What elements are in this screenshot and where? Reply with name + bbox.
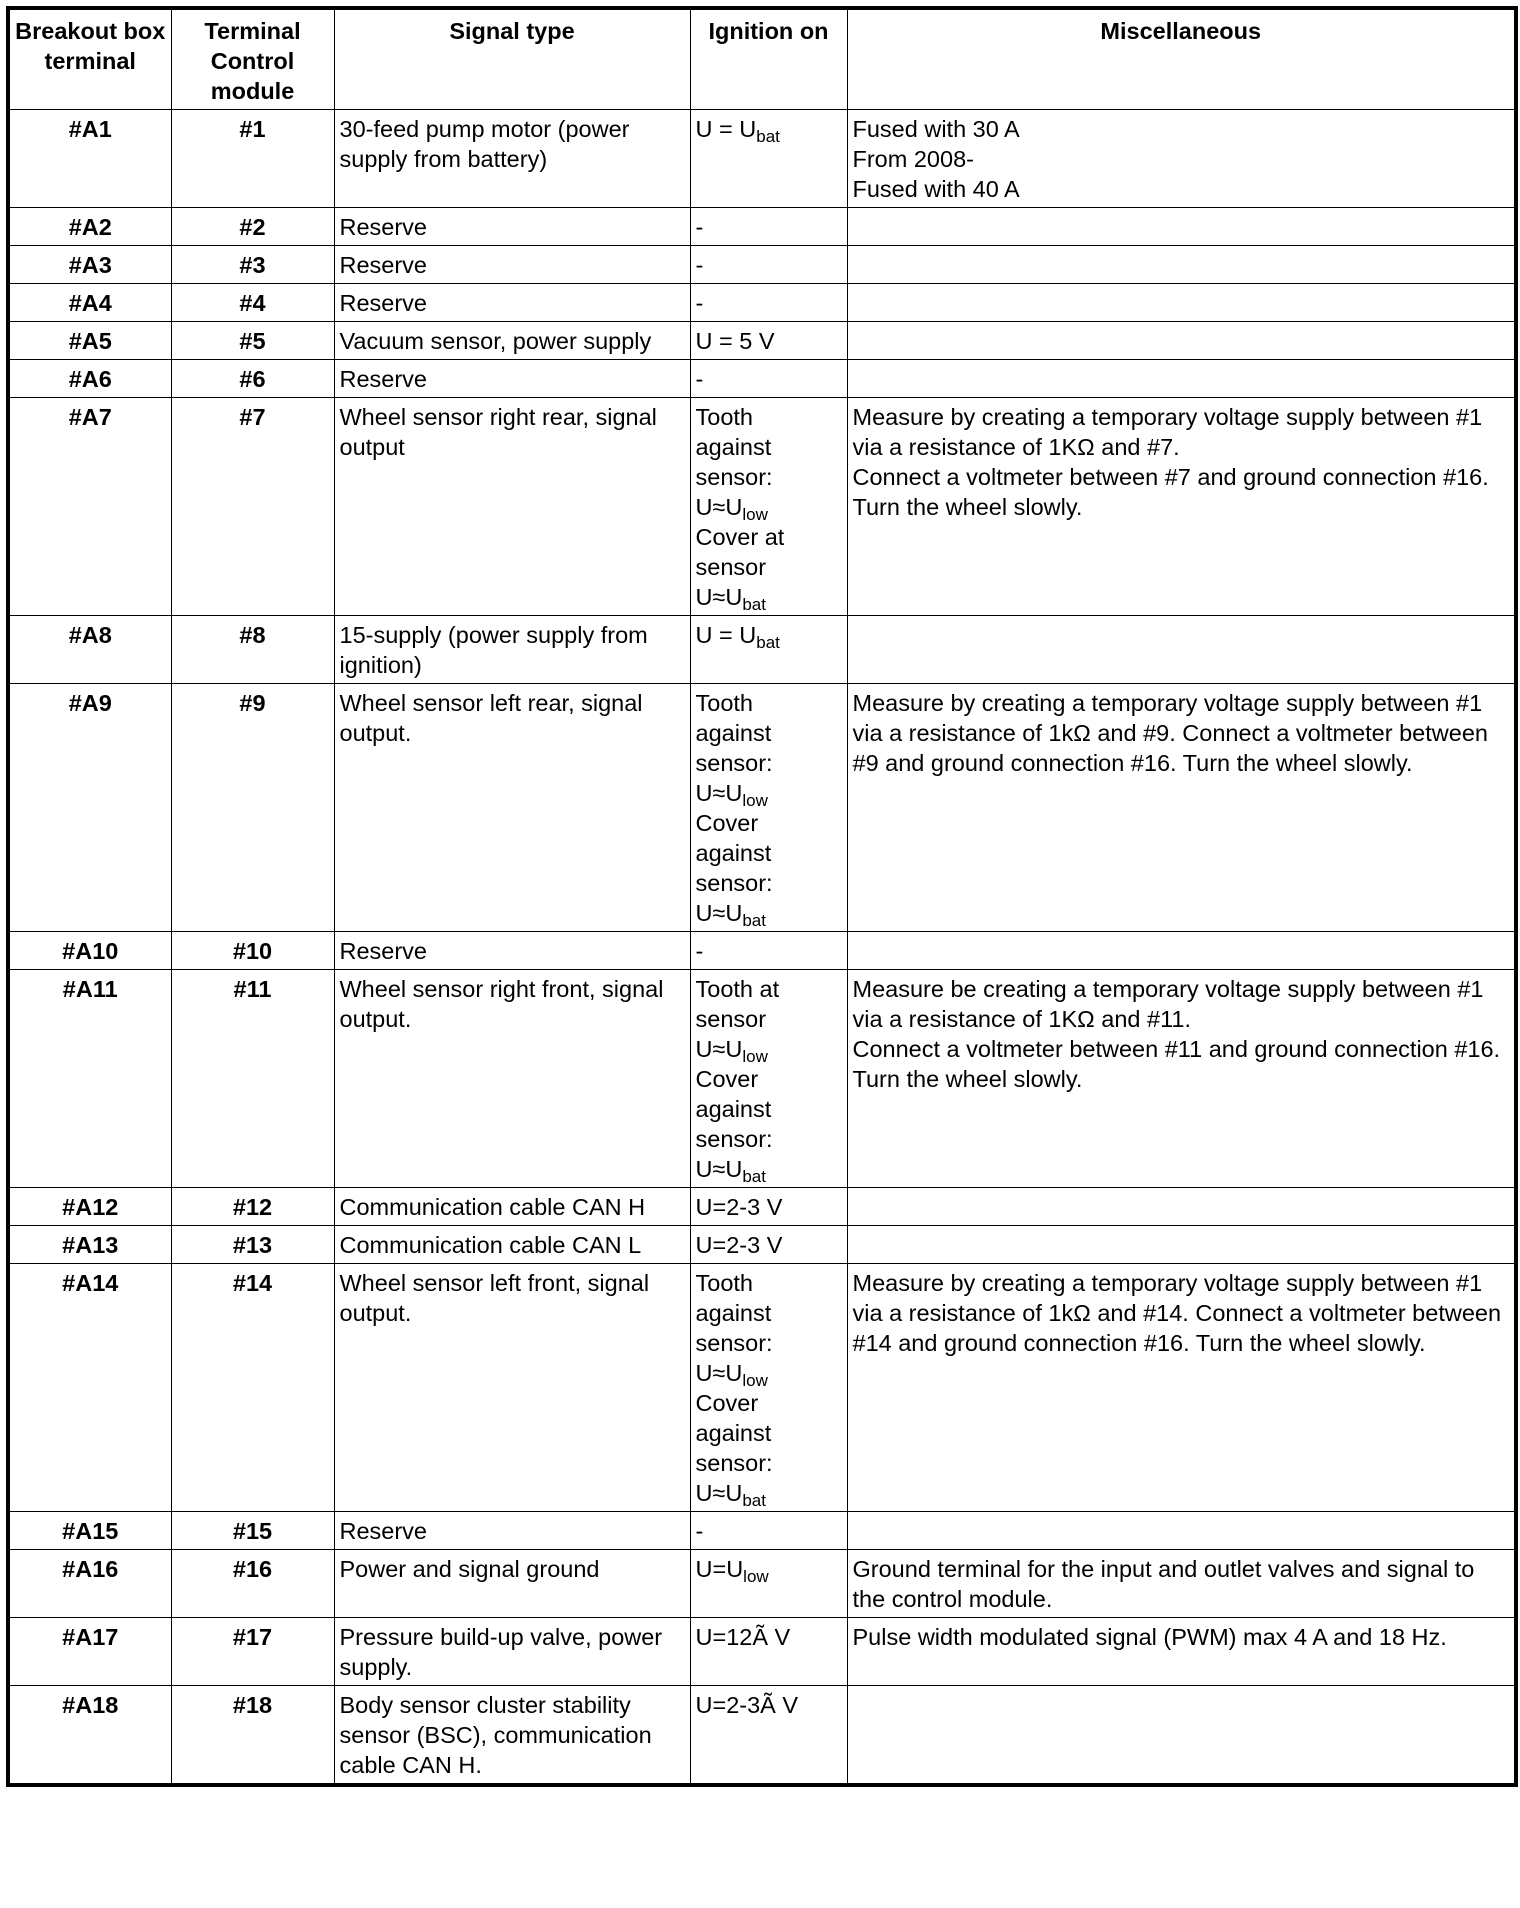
ignition-value-subscript: low [742, 791, 768, 810]
signal-type-cell: Wheel sensor right rear, signal output [334, 398, 690, 616]
ignition-value-line [696, 936, 842, 966]
ignition-value-text: U=2-3 V [695, 1232, 783, 1258]
miscellaneous-cell [847, 208, 1516, 246]
ignition-on-cell [690, 1686, 847, 1786]
ignition-value-line [696, 778, 842, 808]
header-miscellaneous: Miscellaneous [847, 8, 1516, 110]
ignition-value-line [696, 718, 842, 748]
ignition-value-text: U=2-3Ã V [695, 1692, 799, 1718]
ignition-value-line [696, 1034, 842, 1064]
signal-type-cell: Pressure build-up valve, power supply. [334, 1618, 690, 1686]
table-row [8, 110, 1516, 208]
ignition-value-text: against [695, 1420, 772, 1446]
ignition-value-subscript: bat [756, 127, 780, 146]
breakout-terminal-cell: #A14 [8, 1264, 171, 1512]
ignition-on-cell [690, 246, 847, 284]
table-row [8, 322, 1516, 360]
ignition-value-subscript: bat [742, 1167, 766, 1186]
ignition-on-cell [690, 970, 847, 1188]
ignition-on-cell [690, 208, 847, 246]
ignition-value-text: sensor: [695, 750, 773, 776]
miscellaneous-cell [847, 932, 1516, 970]
breakout-terminal-cell: #A2 [8, 208, 171, 246]
ignition-value-text: sensor [695, 1006, 767, 1032]
ignition-value-text: Tooth at [695, 976, 780, 1002]
ignition-value-text: - [695, 290, 704, 316]
ignition-value-text: Cover [695, 1066, 759, 1092]
ignition-value-line [696, 364, 842, 394]
ignition-value-line [696, 250, 842, 280]
breakout-terminal-cell: #A6 [8, 360, 171, 398]
ignition-value-subscript: low [742, 1047, 768, 1066]
ignition-value-line [696, 868, 842, 898]
ignition-value-line [696, 1298, 842, 1328]
miscellaneous-line: Fused with 40 A [852, 176, 1020, 202]
signal-type-cell: Wheel sensor right front, signal output. [334, 970, 690, 1188]
miscellaneous-cell [847, 110, 1516, 208]
table-row [8, 1686, 1516, 1786]
signal-type-cell: Reserve [334, 1512, 690, 1550]
table-body [8, 110, 1516, 1786]
signal-type-cell: Power and signal ground [334, 1550, 690, 1618]
header-breakout-box-terminal: Breakout box terminal [8, 8, 171, 110]
ignition-on-cell [690, 684, 847, 932]
signal-type-cell: Reserve [334, 360, 690, 398]
breakout-terminal-cell: #A4 [8, 284, 171, 322]
control-module-cell: #7 [171, 398, 334, 616]
table-row [8, 360, 1516, 398]
ignition-on-cell [690, 1550, 847, 1618]
ignition-value-line [696, 1622, 842, 1652]
table-row [8, 208, 1516, 246]
ignition-value-text: against [695, 1096, 772, 1122]
miscellaneous-line: Measure by creating a temporary voltage supply between #1 via a resistance of 1kΩ and #9. Connect a voltmeter between #9 and ground connection #16. Turn the wheel slowly. [852, 690, 1488, 776]
ignition-on-cell [690, 616, 847, 684]
breakout-terminal-cell: #A16 [8, 1550, 171, 1618]
signal-type-cell: Communication cable CAN L [334, 1226, 690, 1264]
breakout-terminal-cell: #A13 [8, 1226, 171, 1264]
ignition-value-line [696, 522, 842, 552]
ignition-on-cell [690, 284, 847, 322]
ignition-value-line [696, 114, 842, 144]
table-row [8, 1264, 1516, 1512]
ignition-value-text: - [695, 366, 704, 392]
ignition-value-line [696, 1516, 842, 1546]
breakout-terminal-cell: #A10 [8, 932, 171, 970]
control-module-cell: #3 [171, 246, 334, 284]
ignition-value-text: U=U [695, 1556, 744, 1582]
ignition-value-text: U=2-3 V [695, 1194, 783, 1220]
signal-type-cell: Wheel sensor left rear, signal output. [334, 684, 690, 932]
ignition-value-text: U≈U [695, 1480, 743, 1506]
ignition-value-line [696, 1004, 842, 1034]
ignition-value-subscript: bat [756, 633, 780, 652]
ignition-value-text: against [695, 720, 772, 746]
breakout-terminal-cell: #A17 [8, 1618, 171, 1686]
ignition-value-line [696, 326, 842, 356]
table-row [8, 970, 1516, 1188]
table-row [8, 1618, 1516, 1686]
control-module-cell: #6 [171, 360, 334, 398]
ignition-value-text: U≈U [695, 494, 743, 520]
ignition-on-cell [690, 1188, 847, 1226]
ignition-value-text: U≈U [695, 900, 743, 926]
terminal-table [6, 6, 1518, 1787]
header-signal-type: Signal type [334, 8, 690, 110]
control-module-cell: #1 [171, 110, 334, 208]
ignition-value-line [696, 1230, 842, 1260]
signal-type-cell: 15-supply (power supply from ignition) [334, 616, 690, 684]
control-module-cell: #12 [171, 1188, 334, 1226]
miscellaneous-cell [847, 398, 1516, 616]
control-module-cell: #9 [171, 684, 334, 932]
ignition-value-text: Tooth [695, 404, 753, 430]
breakout-terminal-cell: #A18 [8, 1686, 171, 1786]
ignition-value-text: - [695, 1518, 704, 1544]
breakout-terminal-cell: #A8 [8, 616, 171, 684]
miscellaneous-cell [847, 1550, 1516, 1618]
miscellaneous-line: Measure be creating a temporary voltage supply between #1 via a resistance of 1KΩ and #11. [852, 976, 1484, 1032]
ignition-value-line [696, 1268, 842, 1298]
breakout-terminal-cell: #A11 [8, 970, 171, 1188]
ignition-value-line [696, 808, 842, 838]
ignition-value-line [696, 748, 842, 778]
control-module-cell: #8 [171, 616, 334, 684]
ignition-value-subscript: bat [742, 911, 766, 930]
ignition-value-line [696, 1554, 842, 1584]
ignition-value-line [696, 1690, 842, 1720]
breakout-terminal-cell: #A3 [8, 246, 171, 284]
control-module-cell: #4 [171, 284, 334, 322]
ignition-value-text: Tooth [695, 1270, 753, 1296]
ignition-value-line [696, 1154, 842, 1184]
header-row [8, 8, 1516, 110]
ignition-value-text: - [695, 252, 704, 278]
ignition-value-line [696, 462, 842, 492]
ignition-value-line [696, 1358, 842, 1388]
control-module-cell: #18 [171, 1686, 334, 1786]
breakout-terminal-cell: #A9 [8, 684, 171, 932]
ignition-value-text: against [695, 434, 772, 460]
header-terminal-control-module: Terminal Control module [171, 8, 334, 110]
ignition-value-line [696, 1478, 842, 1508]
miscellaneous-cell [847, 1264, 1516, 1512]
signal-type-cell: 30-feed pump motor (power supply from battery) [334, 110, 690, 208]
ignition-value-subscript: low [743, 1567, 769, 1586]
ignition-value-text: sensor: [695, 1330, 773, 1356]
control-module-cell: #14 [171, 1264, 334, 1512]
miscellaneous-cell [847, 1512, 1516, 1550]
table-row [8, 616, 1516, 684]
signal-type-cell: Reserve [334, 246, 690, 284]
ignition-value-line [696, 1328, 842, 1358]
miscellaneous-line: Fused with 30 A [852, 116, 1020, 142]
ignition-value-line [696, 1192, 842, 1222]
ignition-on-cell [690, 1618, 847, 1686]
ignition-value-line [696, 620, 842, 650]
signal-type-cell: Body sensor cluster stability sensor (BSC), communication cable CAN H. [334, 1686, 690, 1786]
header-ignition-on: Ignition on [690, 8, 847, 110]
ignition-value-line [696, 1124, 842, 1154]
miscellaneous-line: Ground terminal for the input and outlet valves and signal to the control module. [852, 1556, 1475, 1612]
miscellaneous-cell [847, 616, 1516, 684]
signal-type-cell: Reserve [334, 284, 690, 322]
ignition-value-text: U≈U [695, 780, 743, 806]
miscellaneous-line: Measure by creating a temporary voltage supply between #1 via a resistance of 1kΩ and #14. Connect a voltmeter between #14 and ground connection #16. Turn the wheel slowly. [852, 1270, 1502, 1356]
miscellaneous-cell [847, 970, 1516, 1188]
table-row [8, 398, 1516, 616]
breakout-terminal-cell: #A1 [8, 110, 171, 208]
breakout-terminal-cell: #A7 [8, 398, 171, 616]
control-module-cell: #17 [171, 1618, 334, 1686]
control-module-cell: #15 [171, 1512, 334, 1550]
ignition-value-text: U≈U [695, 1360, 743, 1386]
ignition-value-subscript: low [742, 505, 768, 524]
miscellaneous-cell [847, 1618, 1516, 1686]
ignition-value-text: Tooth [695, 690, 753, 716]
ignition-value-text: - [695, 938, 704, 964]
control-module-cell: #2 [171, 208, 334, 246]
ignition-value-line [696, 1388, 842, 1418]
miscellaneous-cell [847, 322, 1516, 360]
table-row [8, 1512, 1516, 1550]
miscellaneous-cell [847, 1226, 1516, 1264]
ignition-value-subscript: bat [742, 595, 766, 614]
ignition-value-text: U≈U [695, 584, 743, 610]
ignition-value-line [696, 552, 842, 582]
miscellaneous-cell [847, 246, 1516, 284]
breakout-terminal-cell: #A5 [8, 322, 171, 360]
ignition-value-line [696, 1448, 842, 1478]
ignition-value-line [696, 1094, 842, 1124]
ignition-value-line [696, 402, 842, 432]
ignition-value-line [696, 582, 842, 612]
ignition-value-text: against [695, 840, 772, 866]
miscellaneous-line: Connect a voltmeter between #11 and ground connection #16. Turn the wheel slowly. [852, 1036, 1501, 1092]
table-row [8, 684, 1516, 932]
ignition-value-text: U≈U [695, 1036, 743, 1062]
control-module-cell: #10 [171, 932, 334, 970]
table-row [8, 932, 1516, 970]
ignition-value-line [696, 688, 842, 718]
miscellaneous-cell [847, 684, 1516, 932]
ignition-value-text: Cover [695, 1390, 759, 1416]
signal-type-cell: Communication cable CAN H [334, 1188, 690, 1226]
control-module-cell: #5 [171, 322, 334, 360]
miscellaneous-line: Measure by creating a temporary voltage supply between #1 via a resistance of 1KΩ and #7. [852, 404, 1483, 460]
ignition-value-text: sensor: [695, 1450, 773, 1476]
ignition-value-text: U=12Ã V [695, 1624, 791, 1650]
table-row [8, 1188, 1516, 1226]
breakout-terminal-cell: #A12 [8, 1188, 171, 1226]
miscellaneous-cell [847, 1686, 1516, 1786]
ignition-on-cell [690, 398, 847, 616]
ignition-value-text: against [695, 1300, 772, 1326]
ignition-value-subscript: bat [742, 1491, 766, 1510]
ignition-value-text: sensor: [695, 464, 773, 490]
miscellaneous-cell [847, 1188, 1516, 1226]
breakout-terminal-cell: #A15 [8, 1512, 171, 1550]
ignition-value-line [696, 838, 842, 868]
ignition-on-cell [690, 322, 847, 360]
ignition-on-cell [690, 360, 847, 398]
signal-type-cell: Reserve [334, 208, 690, 246]
ignition-value-line [696, 212, 842, 242]
miscellaneous-line: Connect a voltmeter between #7 and ground connection #16. Turn the wheel slowly. [852, 464, 1489, 520]
ignition-value-line [696, 1064, 842, 1094]
signal-type-cell: Vacuum sensor, power supply [334, 322, 690, 360]
ignition-value-text: Cover at [695, 524, 785, 550]
ignition-on-cell [690, 932, 847, 970]
ignition-value-text: U = U [695, 622, 757, 648]
ignition-on-cell [690, 1512, 847, 1550]
table-row [8, 1226, 1516, 1264]
control-module-cell: #13 [171, 1226, 334, 1264]
miscellaneous-cell [847, 284, 1516, 322]
ignition-value-line [696, 492, 842, 522]
signal-type-cell: Reserve [334, 932, 690, 970]
control-module-cell: #16 [171, 1550, 334, 1618]
ignition-on-cell [690, 110, 847, 208]
ignition-value-text: U = 5 V [695, 328, 775, 354]
ignition-value-line [696, 1418, 842, 1448]
ignition-value-text: - [695, 214, 704, 240]
ignition-value-line [696, 432, 842, 462]
ignition-value-text: Cover [695, 810, 759, 836]
ignition-on-cell [690, 1264, 847, 1512]
table-row [8, 246, 1516, 284]
table-row [8, 1550, 1516, 1618]
ignition-value-text: sensor: [695, 870, 773, 896]
miscellaneous-cell [847, 360, 1516, 398]
ignition-value-text: U = U [695, 116, 757, 142]
control-module-cell: #11 [171, 970, 334, 1188]
ignition-value-text: sensor: [695, 1126, 773, 1152]
ignition-value-text: U≈U [695, 1156, 743, 1182]
ignition-value-subscript: low [742, 1371, 768, 1390]
miscellaneous-line: Pulse width modulated signal (PWM) max 4 A and 18 Hz. [852, 1624, 1447, 1650]
table-row [8, 284, 1516, 322]
ignition-value-line [696, 974, 842, 1004]
ignition-value-text: sensor [695, 554, 767, 580]
ignition-value-line [696, 898, 842, 928]
ignition-value-line [696, 288, 842, 318]
ignition-on-cell [690, 1226, 847, 1264]
miscellaneous-line: From 2008- [852, 146, 974, 172]
signal-type-cell: Wheel sensor left front, signal output. [334, 1264, 690, 1512]
table-header [8, 8, 1516, 110]
